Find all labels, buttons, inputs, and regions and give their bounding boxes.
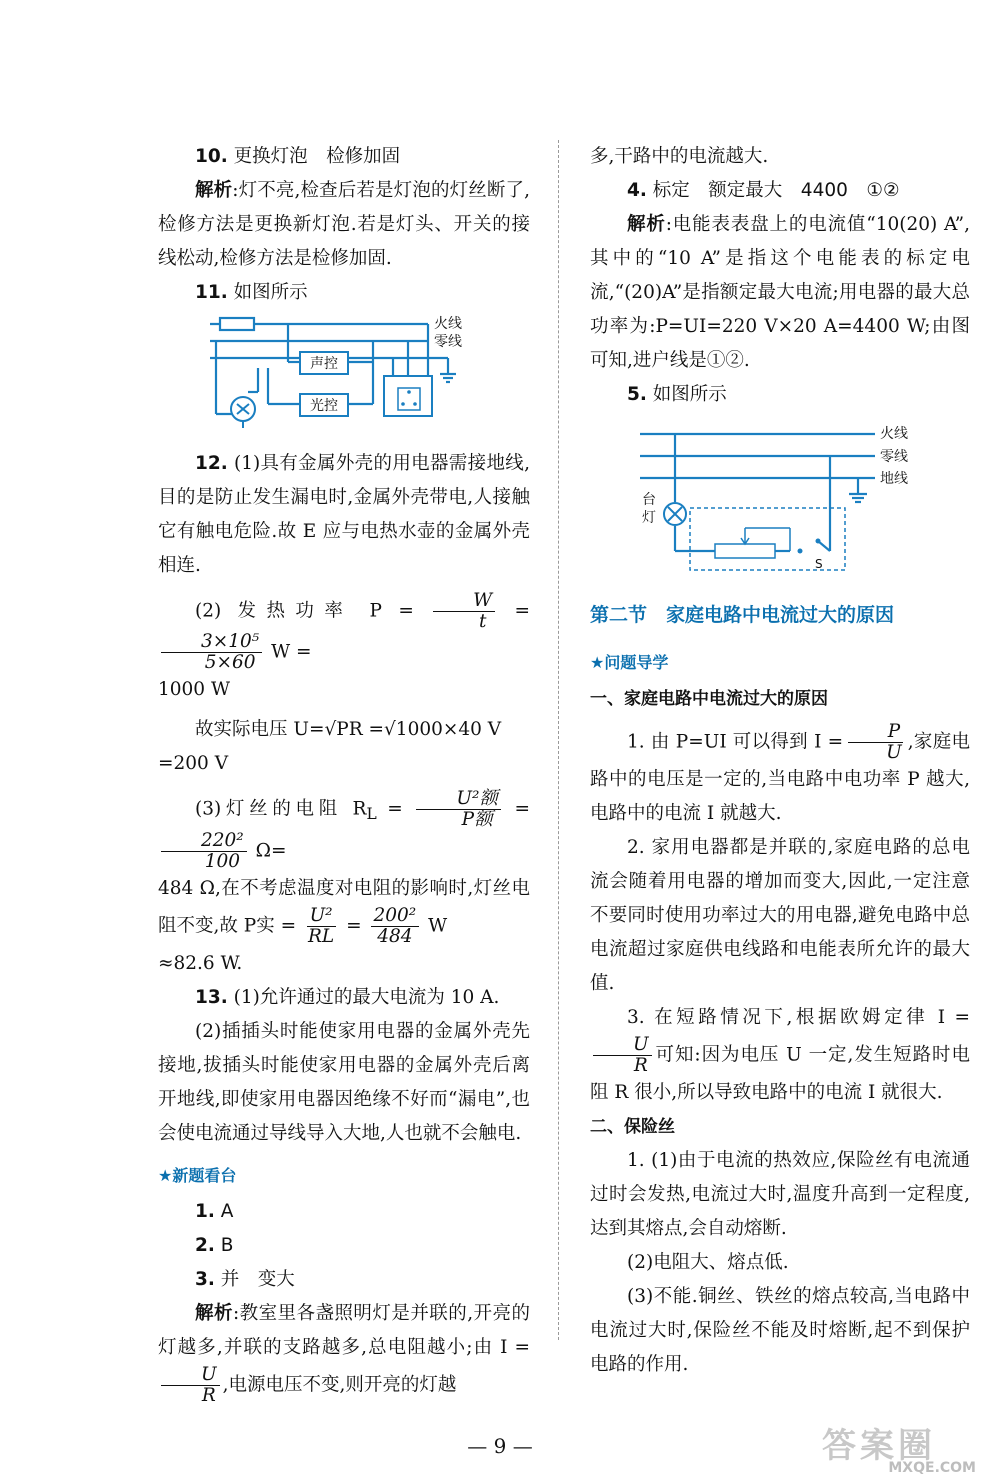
lamp-icon [231,397,255,428]
lamp-label-2: 灯 [642,510,656,526]
sound-control-label: 声控 [310,356,338,372]
point-3: 3. 在短路情况下,根据欧姆定律 I = $\frac{U}{R}$ 可知:因为电压 U 一定,发生短路时电阻 R 很小,所以导致电路中的电流 I 就很大. [590,1007,970,1103]
live-wire-label: 火线 [880,426,908,442]
fraction-u-r: $\frac{U}{R}$ [593,1035,652,1076]
point-1: 1. 由 P=UI 可以得到 I = $\frac{P}{U}$ ,家庭电路中的电压是一定的,当电路中电功率 P 越大,电路中的电流 I 就越大. [590,721,970,824]
answer-13-2: (2)插插头时能使家用电器的金属外壳先接地,拔插头时能使家用电器的金属外壳后离开地线,即使家用电器因绝缘不好而“漏电”,也会使电流通过导线导入大地,人也就不会触电. [158,1021,530,1145]
socket-icon [384,376,432,416]
answer-10: 10. 更换灯泡 检修加固 [195,146,401,167]
fraction-w-t: $\frac{W}{t}$ [433,591,495,632]
analysis-new-3: 解析:教室里各盏照明灯是并联的,开亮的灯越多,并联的支路越多,总电阻越小;由 I = $\frac{U}{R}$ ,电源电压不变,则开亮的灯越 [158,1303,530,1407]
neutral-wire-label: 零线 [434,334,462,350]
section-title: 第二节 家庭电路中电流过大的原因 [590,604,895,626]
answer-12-3-text: 484 Ω,在不考虑温度对电阻的影响时,灯丝电阻不变,故 P实 = $\frac{\text{U²}}{RL}$ = $\frac{\text{200²}}{484}$ W [158,878,530,948]
circuit-diagram-5 [590,416,920,576]
fraction-u2-p: $\frac{\text{U²额}}{\text{P额}}$ [416,789,501,830]
answer-12-3: (3)灯丝的电阻 $R_L$ = $\frac{\text{U²额}}{\text{P额}}$ = $\frac{\text{220²}}{100}$ Ω= [158,789,530,872]
lamp-label-1: 台 [642,492,656,508]
fraction-power: $\frac{\text{3×10⁵}}{5\times 60}$ [161,632,262,673]
light-control-label: 光控 [310,398,338,414]
fraction-200: $\frac{\text{200²}}{484}$ [371,906,420,947]
watermark-logo: 答案圈 MXQE.COM [822,1426,976,1476]
new-answer-2: 2. B [195,1235,234,1257]
column-divider [558,140,559,1340]
answer-5: 5. 如图所示 [627,384,727,405]
guide-heading: ★问题导学 [590,653,669,672]
answer-4: 4. 标定 额定最大 4400 ①② [627,180,900,201]
live-wire-label: 火线 [434,316,462,332]
analysis-10: 解析:灯不亮,检查后若是灯泡的灯丝断了,检修方法是更换新灯泡.若是灯头、开关的接线松动,检修方法是检修加固. [158,180,530,269]
fuse-point-2: (2)电阻大、熔点低. [627,1252,789,1273]
continued-text: 多,干路中的电流越大. [590,146,769,167]
lamp-icon [664,503,686,525]
answer-13-1: 13. (1)允许通过的最大电流为 10 A. [195,987,500,1009]
neutral-wire-label: 零线 [880,449,908,465]
answer-11: 11. 如图所示 [195,282,308,303]
heading-one: 一、家庭电路中电流过大的原因 [590,689,828,709]
answer-12-3-result: ≈82.6 W. [158,953,243,975]
right-column [590,140,970,1382]
switch-label: S [815,557,823,571]
fraction-u2-r: $\frac{\text{U²}}{RL}$ [307,905,335,948]
left-column [158,140,530,1406]
heading-two: 二、保险丝 [590,1117,675,1137]
answer-12-2: (2) 发热功率 P = $\frac{W}{t}$ = $\frac{\text{3×10⁵}}{5\times 60}$ W = [158,591,530,673]
fuse-point-1: 1. (1)由于电流的热效应,保险丝有电流通过时会发热,电流过大时,温度升高到一定程度,达到其熔点,会自动熔断. [590,1150,970,1239]
switch-contact-icon [798,549,803,554]
answer-12-1: 12. (1)具有金属外壳的用电器需接地线,目的是防止发生漏电时,金属外壳带电,人接触它有触电危险.故 E 应与电热水壶的金属外壳相连. [158,453,530,576]
page-number: — 9 — [467,1434,533,1458]
new-answer-1: 1. A [195,1201,234,1223]
circuit-diagram-11 [158,314,462,439]
answer-12-2-result: 1000 W [158,679,230,700]
fraction-p-u: $\frac{P}{U}$ [846,722,905,763]
switch-pivot-icon [816,539,821,544]
answer-12-2b: 故实际电压 U=√PR =√1000×40 V [195,719,502,740]
fraction-u-r: $\frac{U}{R}$ [161,1365,220,1406]
analysis-4: 解析:电能表表盘上的电流值“10(20) A”,其中的“10 A”是指这个电能表的标定电流,“(20)A”是指额定最大电流;用电器的最大总功率为:P=UI=220 V×20 A=4400 W;由图可知,进户线是①②. [590,214,970,371]
new-section-heading: ★新题看台 [158,1166,237,1186]
fraction-220: $\frac{\text{220²}}{100}$ [161,831,247,872]
fuse-point-3: (3)不能.铜丝、铁丝的熔点较高,当电路中电流过大时,保险丝不能及时熔断,起不到保护电路的作用. [590,1286,970,1375]
point-2: 2. 家用电器都是并联的,家庭电路的总电流会随着用电器的增加而变大,因此,一定注意不要同时使用功率过大的用电器,避免电路中总电流超过家庭供电线路和电能表所允许的最大值. [590,837,970,994]
new-answer-3: 3. 并 变大 [195,1269,295,1291]
star-icon: ★ [158,1166,173,1186]
ground-wire-label: 地线 [880,471,908,487]
answer-12-2b-result: =200 V [158,753,229,774]
star-icon: ★ [590,653,605,672]
